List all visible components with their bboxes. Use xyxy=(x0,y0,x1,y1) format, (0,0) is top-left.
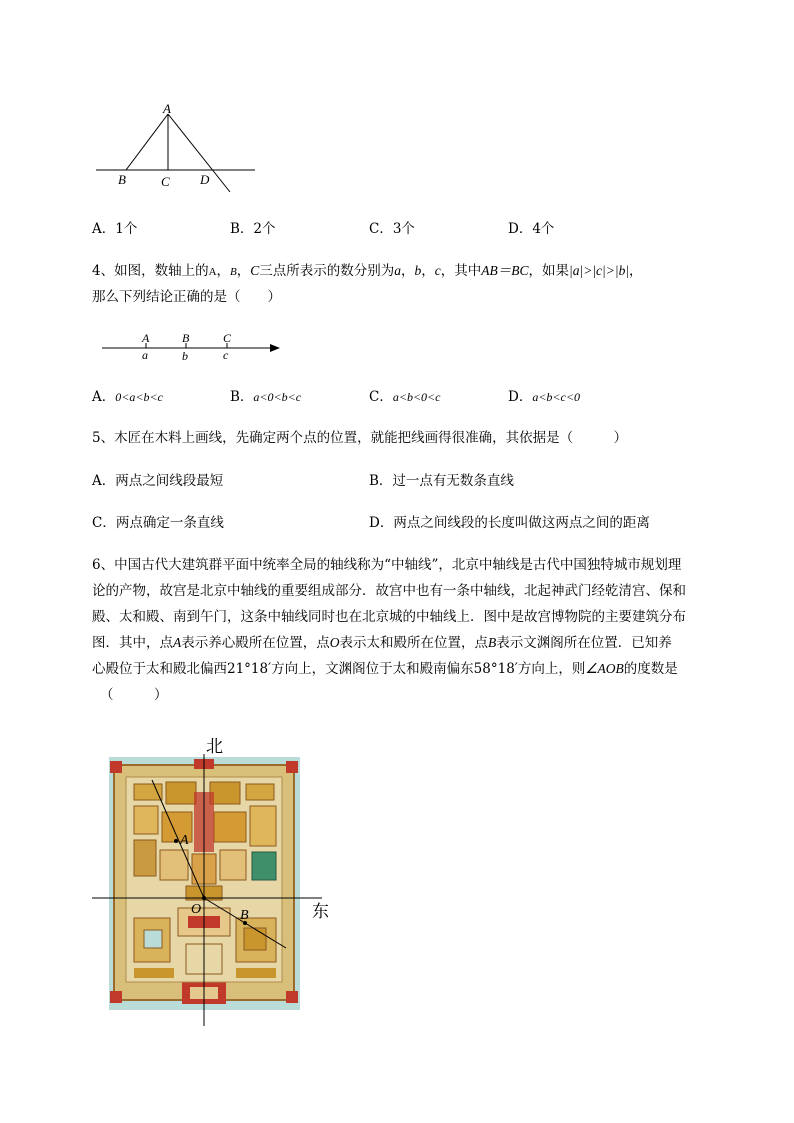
q6-line5: 心殿位于太和殿北偏西21°18′方向上，文渊阁位于太和殿南偏东58°18′方向上，则∠AOB的度数是 xyxy=(92,661,678,677)
q4-axis-arrow xyxy=(270,344,280,352)
q4-value-label-a: a xyxy=(142,348,148,362)
q6-forbidden-city-map xyxy=(90,732,340,1030)
q4-stem-line1: 4、如图，数轴上的A，B，C三点所表示的数分别为a，b，c，其中AB＝BC，如果|a|>|c|>|b|， xyxy=(92,263,643,279)
q4-option-a: A．0<a<b<c xyxy=(92,389,163,405)
map-point-o xyxy=(202,896,206,900)
map-corner-tower xyxy=(286,761,298,773)
map-corner-tower xyxy=(286,991,298,1003)
map-building xyxy=(134,968,174,978)
q6-line3: 殿、太和殿、南到午门，这条中轴线同时也在北京城的中轴线上．图中是故宫博物院的主要建筑分布 xyxy=(92,609,686,625)
q3-label-a: A xyxy=(163,101,171,116)
q5-stem: 5、木匠在木料上画线，先确定两个点的位置，就能把线画得很准确，其依据是（ ） xyxy=(92,430,628,446)
q4-value-label-b: b xyxy=(182,349,188,363)
q5-option-b: B．过一点有无数条直线 xyxy=(369,473,514,489)
map-corner-tower xyxy=(110,991,122,1003)
q3-side-ad xyxy=(168,114,230,192)
q4-option-d: D．a<b<c<0 xyxy=(508,389,580,405)
map-label-o: O xyxy=(191,902,202,917)
q4-value-label-c: c xyxy=(223,348,229,362)
q6-line2: 论的产物，故宫是北京中轴线的重要组成部分．故宫中也有一条中轴线，北起神武门经乾清宫、保和 xyxy=(92,583,686,599)
q3-label-b: B xyxy=(118,172,126,187)
q4-point-label-c: C xyxy=(223,331,232,345)
map-building xyxy=(246,784,274,800)
map-point-a xyxy=(174,839,178,843)
map-building xyxy=(250,806,276,846)
map-building xyxy=(210,782,240,804)
q3-side-ab xyxy=(126,114,168,170)
q3-triangle-figure xyxy=(90,98,270,198)
q5-option-d: D．两点之间线段的长度叫做这两点之间的距离 xyxy=(369,515,650,531)
q4-option-c: C．a<b<0<c xyxy=(369,389,441,405)
map-building xyxy=(134,840,156,876)
q4-stem-line2: 那么下列结论正确的是（ ） xyxy=(92,289,281,305)
q3-label-d: D xyxy=(200,172,210,187)
map-building xyxy=(244,928,266,950)
q4-number-line-figure xyxy=(96,328,286,364)
map-building xyxy=(144,930,162,948)
q3-label-c: C xyxy=(161,174,170,189)
q3-option-c: C．3个 xyxy=(369,221,415,237)
q4-option-b: B．a<0<b<c xyxy=(230,389,302,405)
q6-line6: （ ） xyxy=(100,687,168,703)
q3-option-a: A．1个 xyxy=(92,221,138,237)
map-label-b: B xyxy=(240,908,249,923)
q4-point-label-a: A xyxy=(142,331,150,345)
map-label-a: A xyxy=(180,833,189,848)
map-building xyxy=(214,812,246,842)
map-building xyxy=(166,782,196,804)
q3-option-b: B．2个 xyxy=(230,221,276,237)
q3-option-d: D．4个 xyxy=(508,221,555,237)
map-label-east: 东 xyxy=(312,902,329,921)
q5-option-c: C．两点确定一条直线 xyxy=(92,515,224,531)
map-building xyxy=(236,968,276,978)
map-label-north: 北 xyxy=(206,737,223,756)
q6-line1: 6、中国古代大建筑群平面中统率全局的轴线称为“中轴线”，北京中轴线是古代中国独特城市规划理 xyxy=(92,557,682,573)
map-building xyxy=(134,806,158,834)
q4-point-label-b: B xyxy=(182,331,190,345)
map-building xyxy=(160,850,188,880)
map-building xyxy=(252,852,276,880)
map-building xyxy=(220,850,246,880)
map-corner-tower xyxy=(110,761,122,773)
q5-option-a: A．两点之间线段最短 xyxy=(92,473,224,489)
q6-line4: 图．其中，点A表示养心殿所在位置，点O表示太和殿所在位置，点B表示文渊阁所在位置．已知养 xyxy=(92,635,672,651)
